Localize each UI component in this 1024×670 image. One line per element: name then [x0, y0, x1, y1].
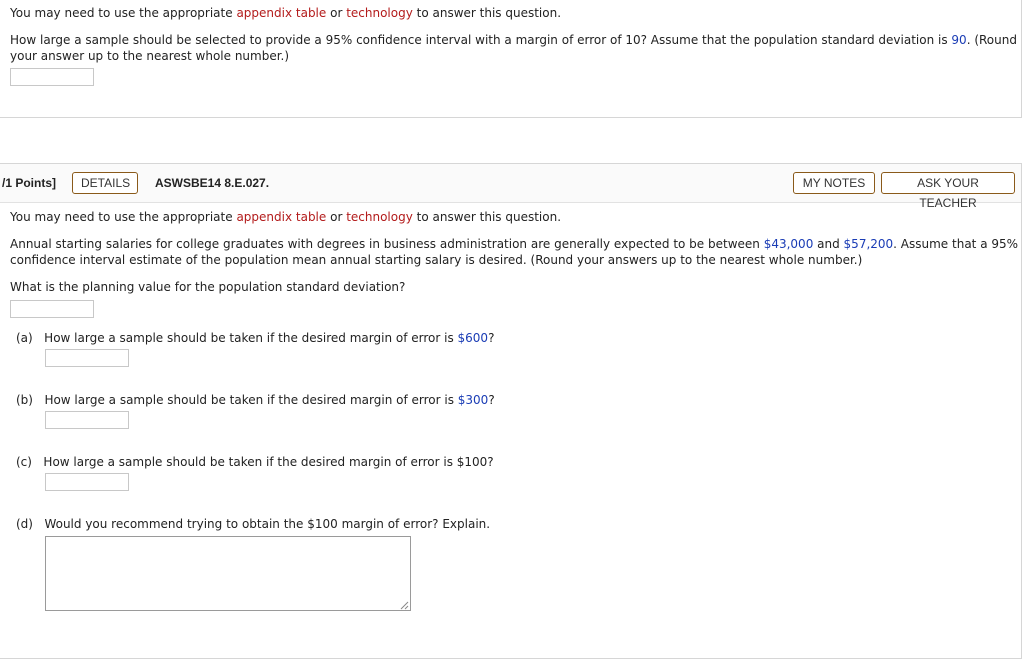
- part-d-explanation-textarea[interactable]: [45, 536, 411, 611]
- my-notes-button[interactable]: MY NOTES: [793, 172, 875, 194]
- appendix-table-link[interactable]: appendix table: [236, 6, 327, 20]
- problem-paragraph-line1: Annual starting salaries for college graduates with degrees in business administration are generally expected to be between $43,000 and $57,200. Assume that a 95%: [10, 237, 1019, 251]
- ask-your-teacher-button[interactable]: ASK YOUR TEACHER: [881, 172, 1015, 194]
- part-c: (c) How large a sample should be taken if the desired margin of error is $100?: [16, 455, 494, 469]
- salary-low-value: $43,000: [763, 237, 814, 251]
- part-d: (d) Would you recommend trying to obtain the $100 margin of error? Explain.: [16, 517, 491, 531]
- points-label: /1 Points]: [2, 176, 57, 190]
- resize-grip-icon[interactable]: [400, 601, 409, 610]
- salary-high-value: $57,200: [843, 237, 894, 251]
- margin-300-value: $300: [457, 393, 489, 407]
- planning-value-question: What is the planning value for the population standard deviation?: [10, 280, 406, 294]
- part-c-answer-input[interactable]: [45, 473, 129, 491]
- part-a-answer-input[interactable]: [45, 349, 129, 367]
- planning-value-input[interactable]: [10, 300, 94, 318]
- question-card-salaries: [0, 163, 1022, 659]
- technology-link[interactable]: technology: [346, 210, 413, 224]
- tools-note: You may need to use the appropriate appendix table or technology to answer this question.: [10, 6, 562, 20]
- margin-600-value: $600: [457, 331, 489, 345]
- question-card-previous: [0, 0, 1022, 118]
- question-text-line1: How large a sample should be selected to provide a 95% confidence interval with a margin of error of 10? Assume that the population standard deviation is 90. (Round: [10, 33, 1017, 47]
- tools-note: You may need to use the appropriate appendix table or technology to answer this question.: [10, 210, 562, 224]
- appendix-table-link[interactable]: appendix table: [236, 210, 327, 224]
- technology-link[interactable]: technology: [346, 6, 413, 20]
- part-b: (b) How large a sample should be taken if the desired margin of error is $300?: [16, 393, 495, 407]
- part-b-answer-input[interactable]: [45, 411, 129, 429]
- problem-code: ASWSBE14 8.E.027.: [155, 176, 270, 190]
- details-button[interactable]: DETAILS: [72, 172, 138, 194]
- problem-paragraph-line2: confidence interval estimate of the population mean annual starting salary is desired. (Round your answers up to the nearest whole number.): [10, 253, 863, 267]
- question-header: [0, 164, 1021, 210]
- sample-size-answer-input[interactable]: [10, 68, 94, 86]
- sigma-value: 90: [951, 33, 967, 47]
- part-a: (a) How large a sample should be taken if the desired margin of error is $600?: [16, 331, 495, 345]
- question-text-line2: your answer up to the nearest whole number.): [10, 49, 290, 63]
